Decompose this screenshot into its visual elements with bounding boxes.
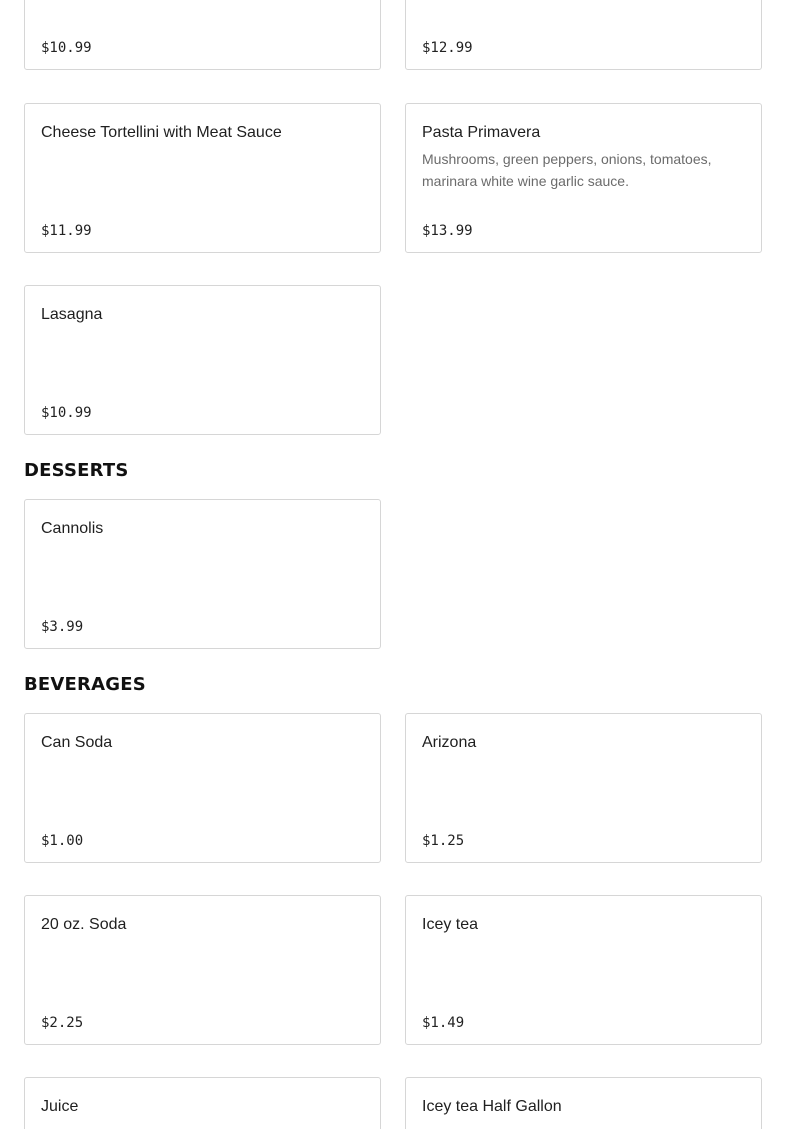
section-title-beverages: BEVERAGES bbox=[24, 674, 146, 695]
menu-item-name: Icey tea Half Gallon bbox=[422, 1098, 562, 1115]
menu-item-name: Cannolis bbox=[41, 520, 104, 537]
menu-item-price: $13.99 bbox=[422, 223, 473, 239]
menu-item-name: Can Soda bbox=[41, 734, 113, 751]
menu-item-card[interactable] bbox=[24, 895, 381, 1045]
menu-item-price: $3.99 bbox=[41, 619, 84, 635]
menu-item-card[interactable] bbox=[405, 713, 762, 863]
menu-item-price: $11.99 bbox=[41, 223, 92, 239]
menu-item-name: Cheese Tortellini with Meat Sauce bbox=[41, 124, 282, 141]
menu-item-name: Arizona bbox=[422, 734, 477, 751]
menu-item-price: $2.25 bbox=[41, 1015, 84, 1031]
menu-item-price: $1.49 bbox=[422, 1015, 465, 1031]
menu-item-price: $1.00 bbox=[41, 833, 84, 849]
menu-item-card[interactable] bbox=[405, 895, 762, 1045]
menu-item-card[interactable] bbox=[405, 0, 762, 70]
menu-item-card[interactable] bbox=[24, 1077, 381, 1129]
menu-item-name: Lasagna bbox=[41, 306, 103, 323]
menu-item-name: 20 oz. Soda bbox=[41, 916, 127, 933]
menu-item-card[interactable] bbox=[405, 1077, 762, 1129]
menu-item-name: Icey tea bbox=[422, 916, 479, 933]
menu-item-card[interactable] bbox=[24, 713, 381, 863]
section-title-desserts: DESSERTS bbox=[24, 460, 129, 481]
menu-item-price: $1.25 bbox=[422, 833, 465, 849]
menu-item-price: $10.99 bbox=[41, 405, 92, 421]
menu-item-card[interactable] bbox=[24, 0, 381, 70]
menu-item-name: Juice bbox=[41, 1098, 79, 1115]
menu-item-price: $10.99 bbox=[41, 40, 92, 56]
menu-item-card[interactable] bbox=[24, 285, 381, 435]
menu-item-description: Mushrooms, green peppers, onions, tomatoes, marinara white wine garlic sauce. bbox=[422, 151, 712, 189]
menu-item-card[interactable] bbox=[24, 499, 381, 649]
menu-item-card[interactable] bbox=[24, 103, 381, 253]
menu-item-card[interactable] bbox=[405, 103, 762, 253]
menu-item-price: $12.99 bbox=[422, 40, 473, 56]
menu-item-name: Pasta Primavera bbox=[422, 124, 541, 141]
